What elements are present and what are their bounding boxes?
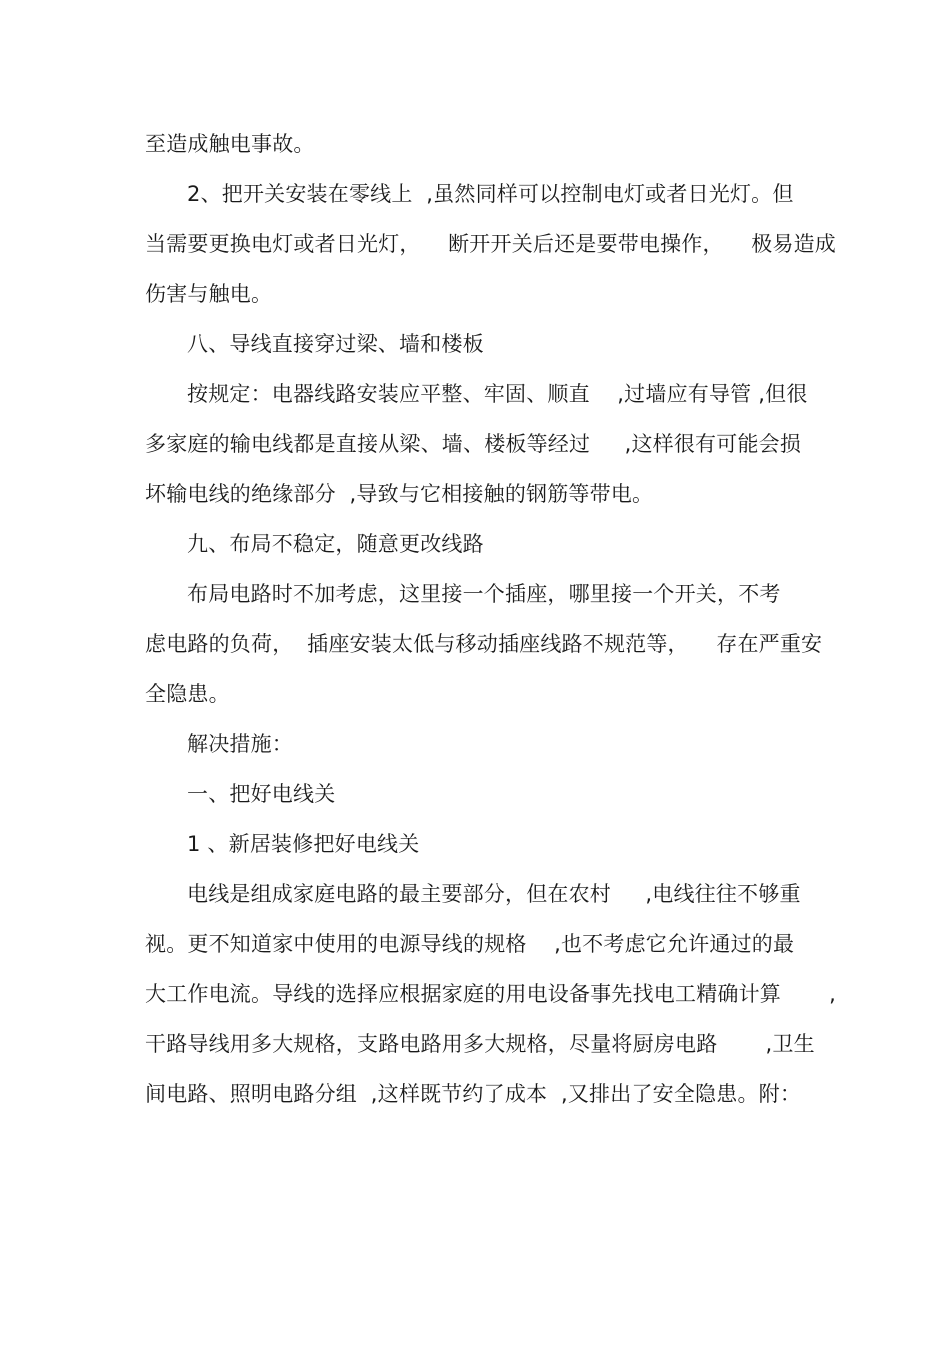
text-line: 伤害与触电。 <box>145 282 273 306</box>
text-line: 大工作电流。导线的选择应根据家庭的用电设备事先找电工精确计算 , <box>145 982 836 1006</box>
text-line: 电线是组成家庭电路的最主要部分，但在农村 ,电线往往不够重 <box>187 882 801 906</box>
section-heading: 八、导线直接穿过梁、墙和楼板 <box>187 332 484 356</box>
section-heading: 一、把好电线关 <box>187 782 336 806</box>
text-line: 全隐患。 <box>145 682 230 706</box>
section-heading: 九、布局不稳定，随意更改线路 <box>187 532 484 556</box>
text-line: 虑电路的负荷， 插座安装太低与移动插座线路不规范等， 存在严重安 <box>145 632 823 656</box>
text-line: 间电路、照明电路分组 ,这样既节约了成本 ,又排出了安全隐患。附： <box>145 1082 802 1106</box>
text-line: 坏输电线的绝缘部分 ,导致与它相接触的钢筋等带电。 <box>145 482 654 506</box>
text-line: 2、把开关安装在零线上 ,虽然同样可以控制电灯或者日光灯。但 <box>187 182 794 206</box>
text-line: 当需要更换电灯或者日光灯， 断开开关后还是要带电操作， 极易造成 <box>145 232 836 256</box>
text-line: 多家庭的输电线都是直接从梁、墙、楼板等经过 ,这样很有可能会损 <box>145 432 802 456</box>
text-line: 干路导线用多大规格，支路电路用多大规格，尽量将厨房电路 ,卫生 <box>145 1032 815 1056</box>
section-heading: 解决措施： <box>187 732 293 756</box>
section-heading: 1 、新居装修把好电线关 <box>187 832 420 856</box>
text-line: 按规定：电器线路安装应平整、牢固、顺直 ,过墙应有导管 ,但很 <box>187 382 808 406</box>
text-line: 视。更不知道家中使用的电源导线的规格 ,也不考虑它允许通过的最 <box>145 932 795 956</box>
text-line: 布局电路时不加考虑，这里接一个插座，哪里接一个开关，不考 <box>187 582 781 606</box>
text-line: 至造成触电事故。 <box>145 132 315 156</box>
